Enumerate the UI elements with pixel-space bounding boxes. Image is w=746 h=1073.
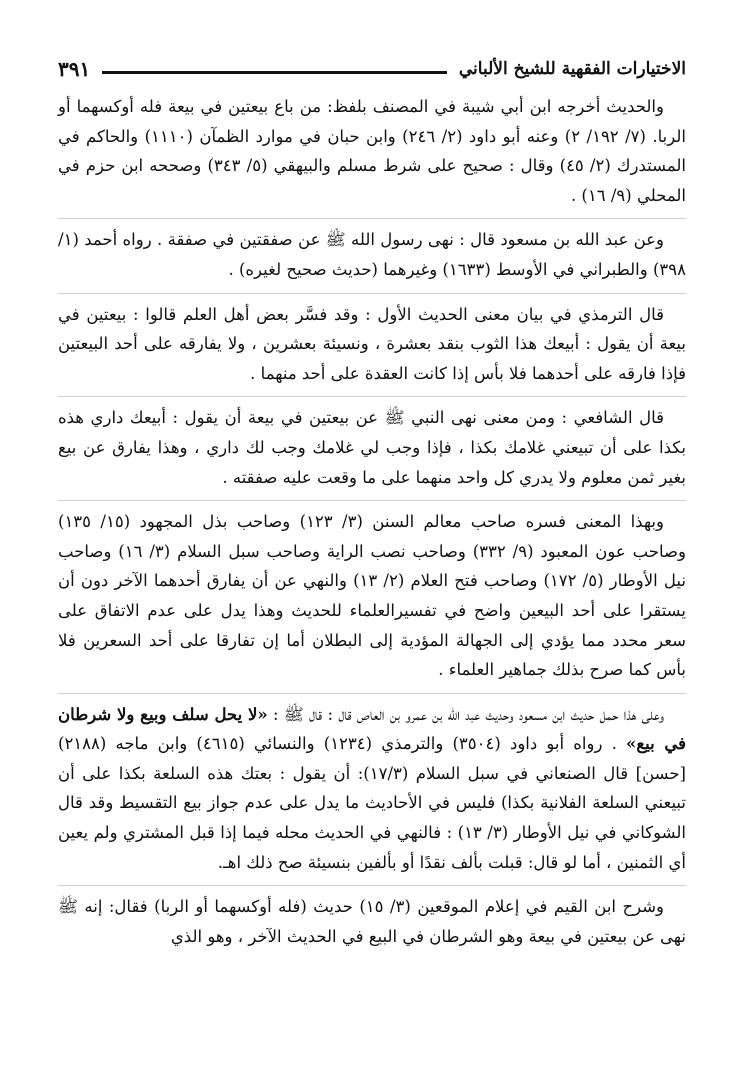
paragraph-commentators: وبهذا المعنى فسره صاحب معالم السنن (٣/ ١٢٣) وصاحب بذل المجهود (١٥/ ١٣٥) وصاحب عون المعبود (٩/ ٣٣٢) وصاحب نصب الراية وصاحب سبل السلام (٣/ ١٦) وصاحب نيل الأوطار (٥/ ١٧٢) وصاحب فتح العلام (٢/ ١٣) والنهي عن أن يفارق أحدهما الآخر دون أن يستقرا على أحد البيعين واضح في تفسيرالعلماء للحديث وهذا يدل على عدم الاتفاق على سعر محدد مما يؤدي إلى الجهالة المؤدية إلى البطلان أما إن تفارقا على أحد السعرين فلا بأس كما صرح بذلك جماهير العلماء .	[58, 512, 686, 680]
paragraph-hadith-sources: والحديث أخرجه ابن أبي شيبة في المصنف بلفظ: من باع بيعتين في بيعة فله أوكسهما أو الربا. (٧/ ١٩٢/ ٢) وعنه أبو داود (٢/ ٢٤٦) وابن حبان في موارد الظمآن (١١١٠) والحاكم في المستدرك (٢/ ٤٥) وقال : صحيح على شرط مسلم والبيهقي (٥/ ٣٤٣) وصححه ابن حزم في المحلي (٩/ ١٦) .	[58, 97, 686, 205]
paragraph-divider	[58, 885, 686, 886]
page-number: ٣٩١	[58, 57, 91, 81]
page-header	[58, 52, 686, 86]
header-rule	[102, 71, 447, 74]
paragraph-divider	[58, 396, 686, 397]
paragraph-ibn-masud: وعن عبد الله بن مسعود قال : نهى رسول الله ﷺ عن صفقتين في صفقة . رواه أحمد (١/ ٣٩٨) والطبراني في الأوسط (١٦٣٣) وغيرهما (حديث صحيح لغيره) .	[58, 230, 686, 279]
paragraph-ibn-amr-hadith	[58, 700, 686, 878]
paragraph-divider	[58, 293, 686, 294]
paragraph-shafii: قال الشافعي : ومن معنى نهى النبي ﷺ عن بيعتين في بيعة أن يقول : أبيعك داري هذه بكذا على أن تبيعني غلامك بكذا ، فإذا وجب لي غلامك وجب لك داري ، وهذا يفارق عن بيع بغير ثمن معلوم ولا يدري كل واحد منهما على ما وقعت عليه صفقته .	[58, 408, 686, 487]
hadith-quote: «لا يحل سلف وبيع ولا شرطان في بيع»	[58, 704, 686, 754]
page-body	[58, 92, 686, 1065]
running-title: الاختيارات الفقهية للشيخ الألباني	[458, 59, 686, 79]
paragraph-text-before: وعلى هذا حمل حديث ابن مسعود وحديث عبد الله بن عمرو بن العاص قال : قال ﷺ :	[267, 704, 664, 724]
paragraph-text-after: . رواه أبو داود (٣٥٠٤) والترمذي (١٢٣٤) والنسائي (٤٦١٥) وابن ماجه (٢١٨٨) [حسن] قال الصنعاني في سبل السلام (١٧/٣): أن يقول : بعتك هذه السلعة بكذا على أن تبيعني السلعة الفلانية بكذا) فليس في الأحاديث ما يدل على عدم جواز بيع التقسيط وقد قال الشوكاني في نيل الأوطار (٣/ ١٣) : فالنهي في الحديث محله فيما إذا قبل المشتري ولم يعين أي الثمنين ، أما لو قال: قبلت بألف نقدًا أو بألفين بنسيئة صح ذلك اهـ.	[58, 734, 687, 872]
paragraph-tirmidhi: قال الترمذي في بيان معنى الحديث الأول : وقد فسَّر بعض أهل العلم قالوا : بيعتين في بيعة أن يقول : أبيعك هذا الثوب بنقد بعشرة ، ونسيئة بعشرين ، ولا يفارقه على أحد البيعتين فإذا فارقه على أحدهما فلا بأس إذا كانت العقدة على أحد منهما .	[58, 304, 686, 383]
paragraph-divider	[58, 500, 686, 501]
paragraph-ibn-qayyim: وشرح ابن القيم في إعلام الموقعين (٣/ ١٥) حديث (فله أوكسهما أو الربا) فقال: إنه ﷺ نهى عن بيعتين في بيعة وهو الشرطان في البيع في الحديث الآخر ، وهو الذي	[58, 897, 686, 946]
paragraph-divider	[58, 693, 686, 694]
paragraph-divider	[58, 218, 686, 219]
